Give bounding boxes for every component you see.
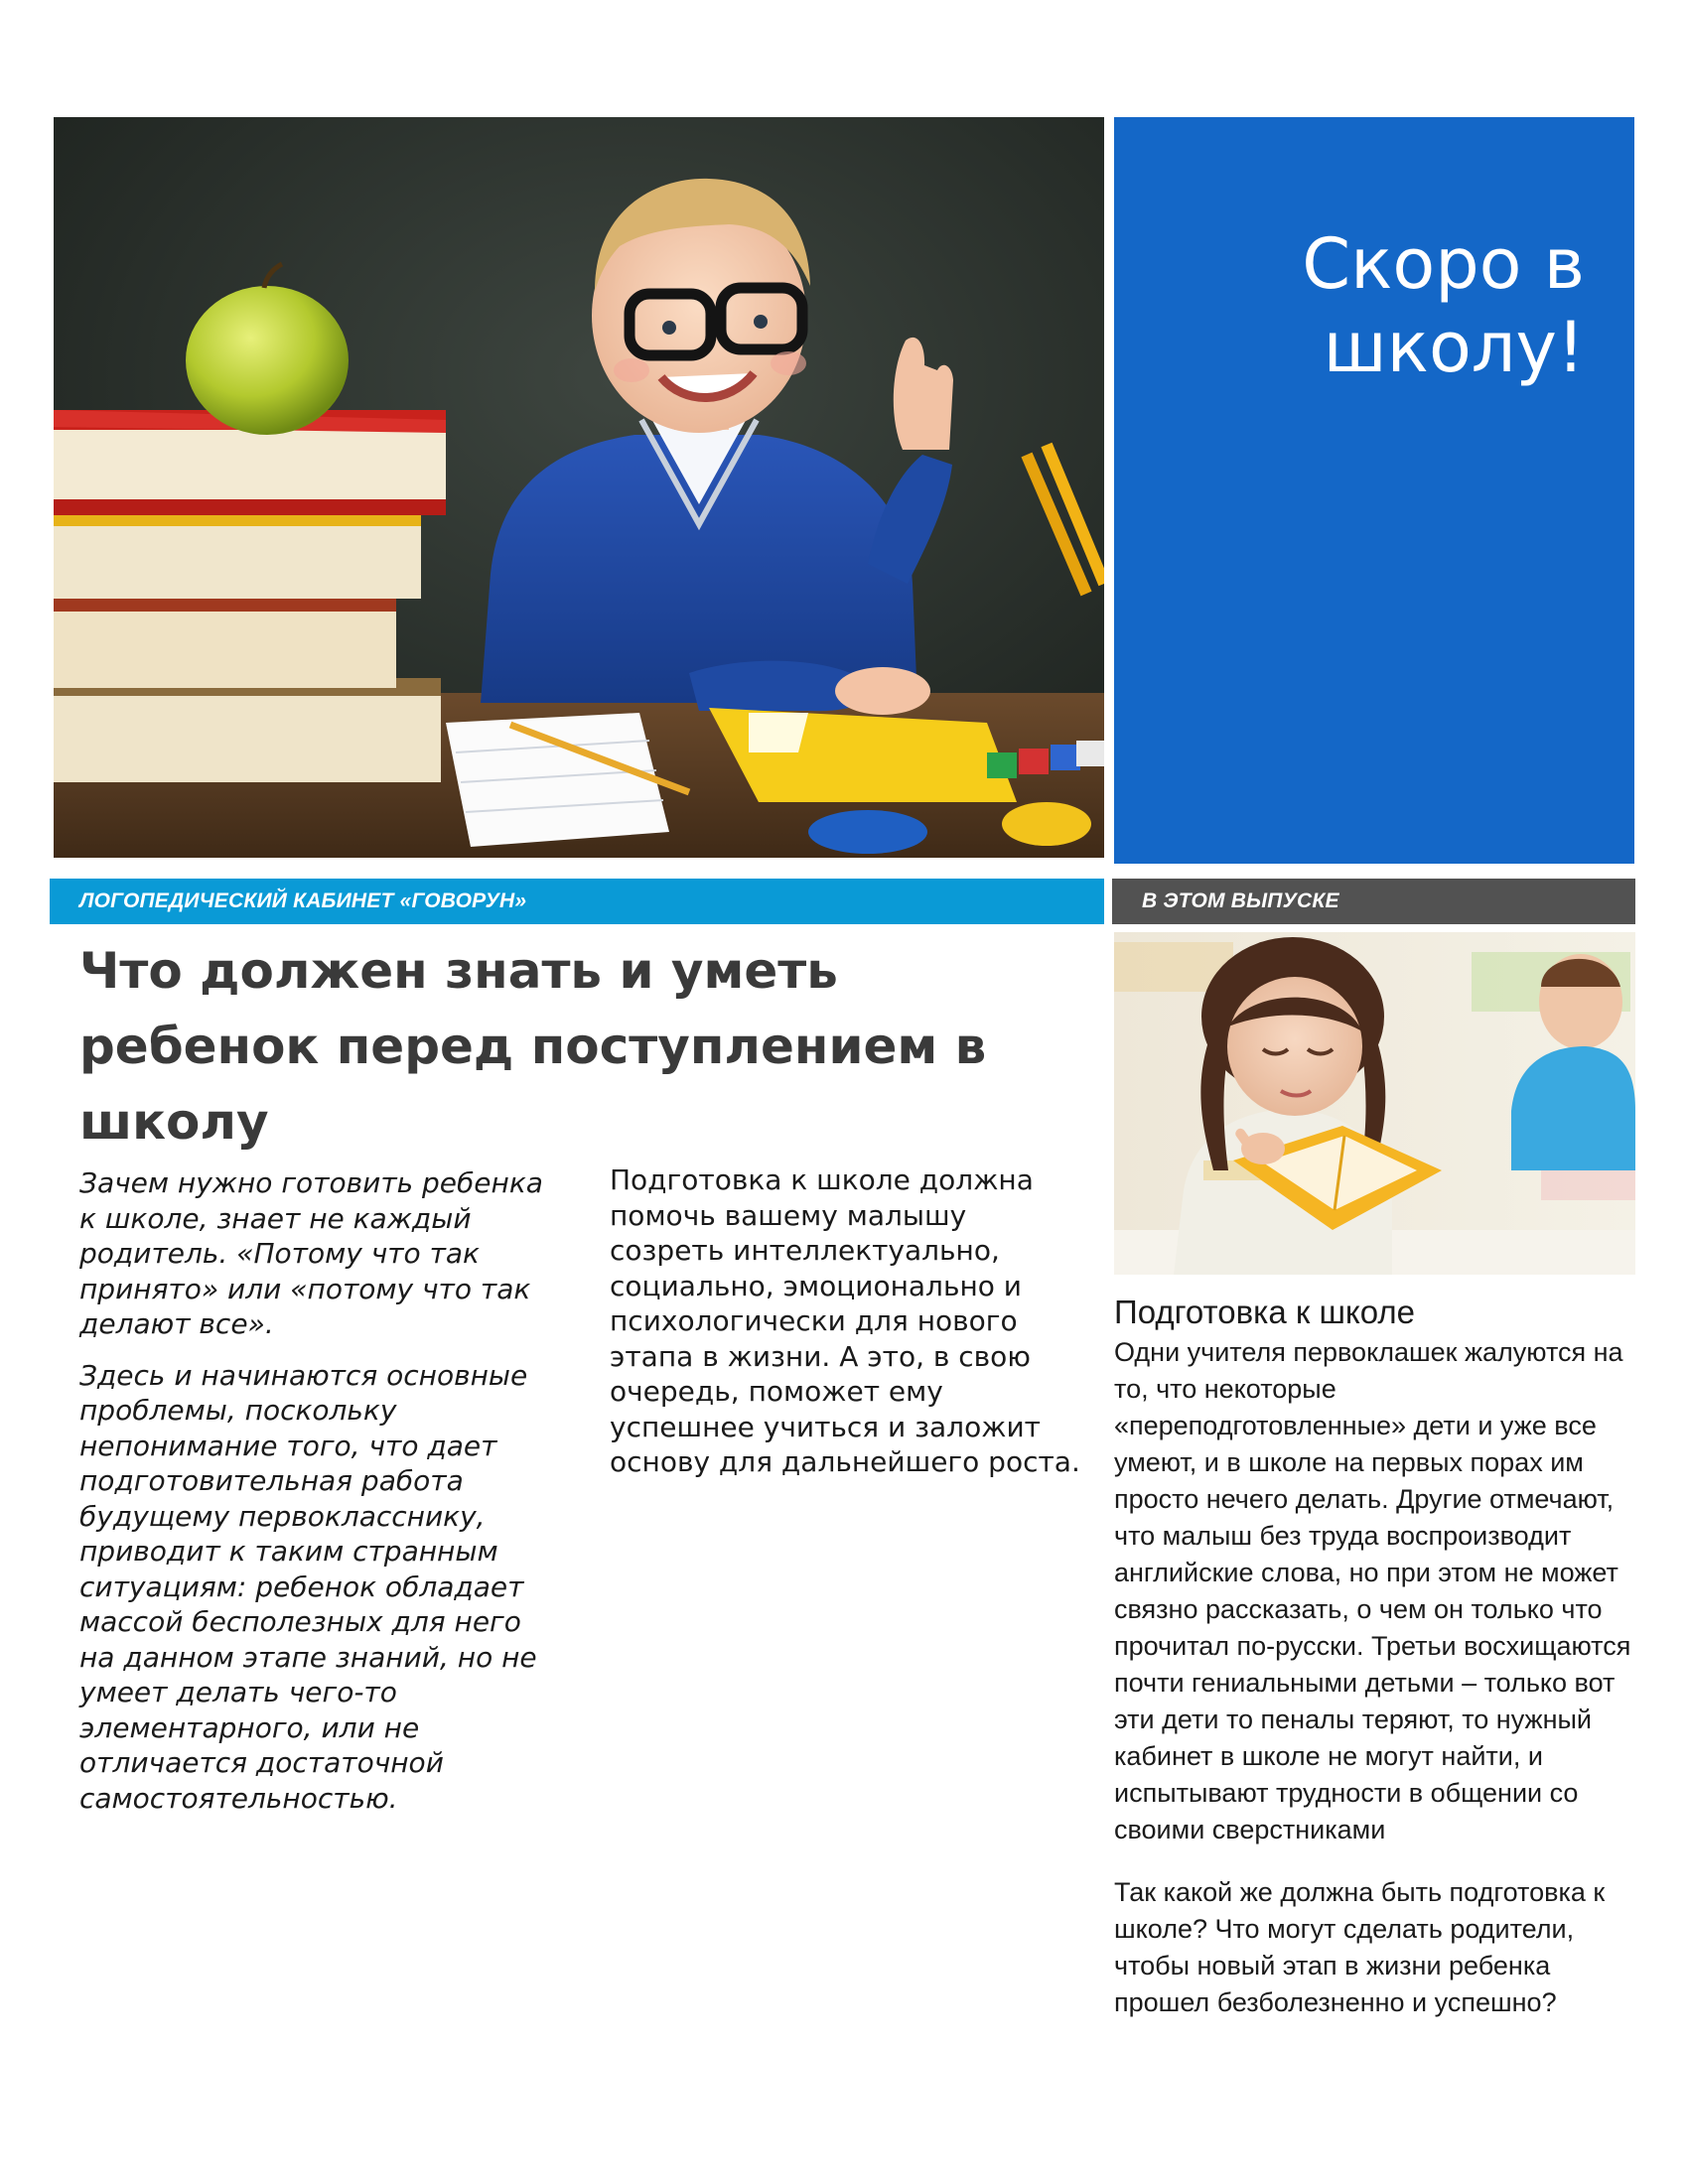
article-left-column (79, 1165, 546, 1832)
in-this-issue-bar (1112, 879, 1635, 924)
article-left-paragraph: Здесь и начинаются основные проблемы, поскольку непонимание того, что дает подготовительная работа будущему первокласснику, приводит к таким странным ситуациям: ребенок обладает массой бесполезных для него на данном этапе знаний, но не умеет делать чего-то элементарного, или не отличается достаточной самостоятельностью. (79, 1358, 537, 1815)
book-stack (54, 410, 446, 782)
title-panel (1114, 117, 1634, 864)
newsletter-name: ЛОГОПЕДИЧЕСКИЙ КАБИНЕТ «ГОВОРУН» (79, 889, 527, 912)
sidebar-paragraph: Одни учителя первоклашек жалуются на то, что некоторые «переподготовленные» дети и уже все умеют, и в школе на первых порах им просто нечего делать. Другие отмечают, что малыш без труда воспроизводит английские слова, но при этом не может связно рассказать, о чем он только что прочитал по-русски. Третьи восхищаются почти гениальными детьми – только вот эти дети то пеналы теряют, то нужный кабинет в школе не могут найти, и испытывают трудности в общении со своими сверстниками (1114, 1337, 1631, 1844)
newsletter-name-bar (50, 879, 1104, 924)
sidebar-paragraph: Так какой же должна быть подготовка к школе? Что могут сделать родители, чтобы новый этап в жизни ребенка прошел безболезненно и успешно? (1114, 1877, 1606, 2017)
in-this-issue-label: В ЭТОМ ВЫПУСКЕ (1142, 889, 1339, 912)
article-headline: Что должен знать и уметь ребенок перед поступлением в школу (79, 942, 987, 1151)
article-middle-paragraph: Подготовка к школе должна помочь вашему малышу созреть интеллектуально, социально, эмоционально и психологически для нового этапа в жизни. А это, в свою очередь, поможет ему успешнее учиться и заложит основу для дальнейшего роста. (610, 1163, 1080, 1478)
sidebar-body (1114, 1334, 1635, 2047)
sidebar-photo-girl-reading (1114, 932, 1635, 1275)
article-middle-column (610, 1162, 1086, 1480)
hero-photo-boy-at-desk (54, 117, 1104, 858)
article-left-paragraph: Зачем нужно готовить ребенка к школе, знает не каждый родитель. «Потому что так принято» или «потому что так делают все». (79, 1166, 543, 1340)
page-title: Скоро в школу! (1302, 223, 1585, 388)
sidebar-heading: Подготовка к школе (1114, 1294, 1415, 1330)
